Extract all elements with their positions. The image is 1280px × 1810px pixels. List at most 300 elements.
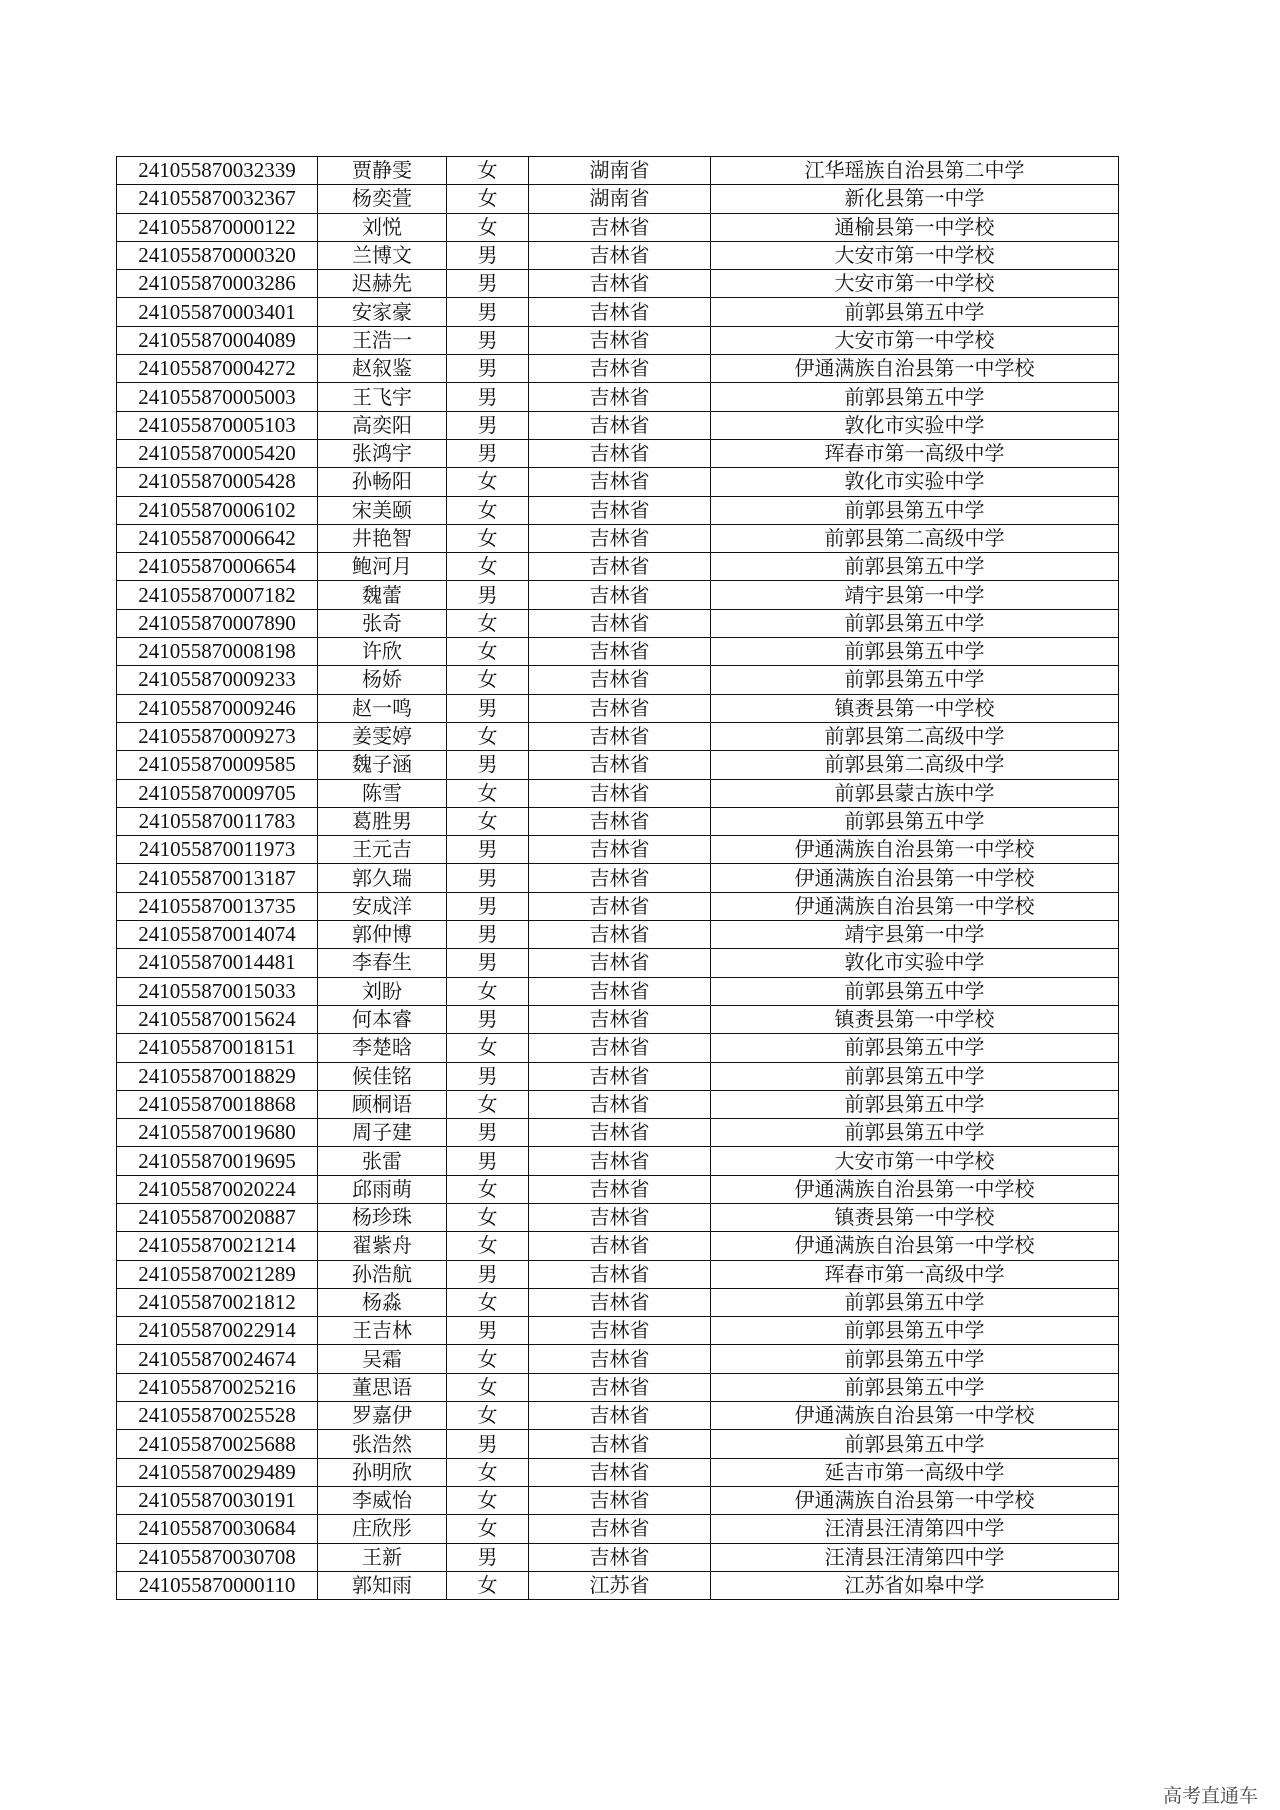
school-cell: 前郭县第五中学	[711, 1430, 1119, 1458]
table-row	[117, 1005, 1119, 1033]
school-cell: 敦化市实验中学	[711, 468, 1119, 496]
table-row	[117, 722, 1119, 750]
student-id-cell: 241055870000122	[117, 213, 318, 241]
name-cell: 孙畅阳	[318, 468, 447, 496]
school-cell: 靖宇县第一中学	[711, 581, 1119, 609]
student-id-cell: 241055870030708	[117, 1543, 318, 1571]
student-id-cell: 241055870029489	[117, 1458, 318, 1486]
student-id-cell: 241055870014481	[117, 949, 318, 977]
table-row	[117, 1317, 1119, 1345]
table-row	[117, 1458, 1119, 1486]
gender-cell: 女	[447, 638, 529, 666]
gender-cell: 男	[447, 581, 529, 609]
student-id-cell: 241055870005420	[117, 439, 318, 467]
table-row	[117, 751, 1119, 779]
name-cell: 顾桐语	[318, 1090, 447, 1118]
gender-cell: 女	[447, 666, 529, 694]
name-cell: 王新	[318, 1543, 447, 1571]
province-cell: 吉林省	[529, 921, 711, 949]
table-row	[117, 921, 1119, 949]
student-id-cell: 241055870000320	[117, 241, 318, 269]
name-cell: 张雷	[318, 1147, 447, 1175]
gender-cell: 男	[447, 694, 529, 722]
table-row	[117, 1175, 1119, 1203]
gender-cell: 男	[447, 241, 529, 269]
student-id-cell: 241055870006102	[117, 496, 318, 524]
gender-cell: 女	[447, 1175, 529, 1203]
school-cell: 大安市第一中学校	[711, 1147, 1119, 1175]
school-cell: 前郭县第五中学	[711, 1119, 1119, 1147]
student-id-cell: 241055870003401	[117, 298, 318, 326]
school-cell: 前郭县第五中学	[711, 1288, 1119, 1316]
gender-cell: 女	[447, 524, 529, 552]
province-cell: 吉林省	[529, 411, 711, 439]
province-cell: 吉林省	[529, 1458, 711, 1486]
table-row	[117, 1543, 1119, 1571]
gender-cell: 女	[447, 157, 529, 185]
gender-cell: 女	[447, 1486, 529, 1514]
gender-cell: 男	[447, 864, 529, 892]
name-cell: 张浩然	[318, 1430, 447, 1458]
student-id-cell: 241055870021214	[117, 1232, 318, 1260]
province-cell: 吉林省	[529, 807, 711, 835]
student-id-cell: 241055870007890	[117, 609, 318, 637]
table-row	[117, 694, 1119, 722]
gender-cell: 男	[447, 836, 529, 864]
province-cell: 吉林省	[529, 638, 711, 666]
student-id-cell: 241055870009585	[117, 751, 318, 779]
table-row	[117, 1090, 1119, 1118]
name-cell: 安成洋	[318, 892, 447, 920]
province-cell: 吉林省	[529, 1373, 711, 1401]
table-row	[117, 807, 1119, 835]
gender-cell: 女	[447, 807, 529, 835]
school-cell: 前郭县第二高级中学	[711, 524, 1119, 552]
student-id-cell: 241055870013187	[117, 864, 318, 892]
table-body	[117, 157, 1119, 1600]
province-cell: 吉林省	[529, 326, 711, 354]
school-cell: 前郭县第五中学	[711, 383, 1119, 411]
school-cell: 前郭县第五中学	[711, 807, 1119, 835]
school-cell: 前郭县第五中学	[711, 1345, 1119, 1373]
student-id-cell: 241055870020887	[117, 1203, 318, 1231]
name-cell: 孙浩航	[318, 1260, 447, 1288]
name-cell: 翟紫舟	[318, 1232, 447, 1260]
province-cell: 吉林省	[529, 722, 711, 750]
table-row	[117, 666, 1119, 694]
name-cell: 郭久瑞	[318, 864, 447, 892]
province-cell: 吉林省	[529, 892, 711, 920]
student-id-cell: 241055870032339	[117, 157, 318, 185]
name-cell: 郭知雨	[318, 1571, 447, 1599]
province-cell: 吉林省	[529, 836, 711, 864]
name-cell: 杨奕萱	[318, 185, 447, 213]
student-id-cell: 241055870003286	[117, 270, 318, 298]
gender-cell: 男	[447, 1147, 529, 1175]
table-row	[117, 864, 1119, 892]
gender-cell: 男	[447, 326, 529, 354]
student-id-cell: 241055870011973	[117, 836, 318, 864]
school-cell: 镇赉县第一中学校	[711, 694, 1119, 722]
table-row	[117, 270, 1119, 298]
table-row	[117, 326, 1119, 354]
gender-cell: 女	[447, 1203, 529, 1231]
student-id-cell: 241055870030684	[117, 1515, 318, 1543]
gender-cell: 男	[447, 383, 529, 411]
school-cell: 伊通满族自治县第一中学校	[711, 864, 1119, 892]
name-cell: 姜雯婷	[318, 722, 447, 750]
province-cell: 吉林省	[529, 298, 711, 326]
gender-cell: 女	[447, 553, 529, 581]
name-cell: 安家豪	[318, 298, 447, 326]
school-cell: 延吉市第一高级中学	[711, 1458, 1119, 1486]
gender-cell: 男	[447, 1430, 529, 1458]
gender-cell: 男	[447, 1543, 529, 1571]
province-cell: 吉林省	[529, 949, 711, 977]
name-cell: 陈雪	[318, 779, 447, 807]
school-cell: 伊通满族自治县第一中学校	[711, 355, 1119, 383]
province-cell: 吉林省	[529, 1515, 711, 1543]
province-cell: 吉林省	[529, 241, 711, 269]
school-cell: 前郭县第五中学	[711, 298, 1119, 326]
table-row	[117, 355, 1119, 383]
student-id-cell: 241055870021289	[117, 1260, 318, 1288]
table-row	[117, 411, 1119, 439]
province-cell: 吉林省	[529, 1034, 711, 1062]
gender-cell: 女	[447, 722, 529, 750]
table-row	[117, 892, 1119, 920]
name-cell: 罗嘉伊	[318, 1402, 447, 1430]
table-row	[117, 1571, 1119, 1599]
table-row	[117, 1486, 1119, 1514]
name-cell: 王浩一	[318, 326, 447, 354]
name-cell: 宋美颐	[318, 496, 447, 524]
school-cell: 前郭县第五中学	[711, 977, 1119, 1005]
gender-cell: 女	[447, 213, 529, 241]
school-cell: 大安市第一中学校	[711, 326, 1119, 354]
table-row	[117, 779, 1119, 807]
school-cell: 前郭县第五中学	[711, 496, 1119, 524]
name-cell: 迟赫先	[318, 270, 447, 298]
name-cell: 董思语	[318, 1373, 447, 1401]
province-cell: 吉林省	[529, 524, 711, 552]
school-cell: 前郭县第五中学	[711, 1090, 1119, 1118]
name-cell: 葛胜男	[318, 807, 447, 835]
school-cell: 镇赉县第一中学校	[711, 1203, 1119, 1231]
table-row	[117, 1288, 1119, 1316]
student-id-cell: 241055870019695	[117, 1147, 318, 1175]
student-id-cell: 241055870004272	[117, 355, 318, 383]
table-row	[117, 1062, 1119, 1090]
province-cell: 吉林省	[529, 1005, 711, 1033]
name-cell: 高奕阳	[318, 411, 447, 439]
table-row	[117, 439, 1119, 467]
student-id-cell: 241055870015624	[117, 1005, 318, 1033]
table-row	[117, 185, 1119, 213]
school-cell: 江华瑶族自治县第二中学	[711, 157, 1119, 185]
table-row	[117, 213, 1119, 241]
name-cell: 孙明欣	[318, 1458, 447, 1486]
school-cell: 前郭县第五中学	[711, 1034, 1119, 1062]
name-cell: 杨珍珠	[318, 1203, 447, 1231]
student-id-cell: 241055870009273	[117, 722, 318, 750]
table-row	[117, 1119, 1119, 1147]
gender-cell: 男	[447, 270, 529, 298]
table-row	[117, 1203, 1119, 1231]
school-cell: 镇赉县第一中学校	[711, 1005, 1119, 1033]
province-cell: 吉林省	[529, 1345, 711, 1373]
province-cell: 吉林省	[529, 1543, 711, 1571]
school-cell: 前郭县第五中学	[711, 609, 1119, 637]
name-cell: 庄欣彤	[318, 1515, 447, 1543]
table-row	[117, 298, 1119, 326]
student-id-cell: 241055870009705	[117, 779, 318, 807]
name-cell: 魏子涵	[318, 751, 447, 779]
table-row	[117, 468, 1119, 496]
student-id-cell: 241055870030191	[117, 1486, 318, 1514]
student-id-cell: 241055870022914	[117, 1317, 318, 1345]
province-cell: 湖南省	[529, 157, 711, 185]
name-cell: 周子建	[318, 1119, 447, 1147]
province-cell: 吉林省	[529, 1430, 711, 1458]
province-cell: 吉林省	[529, 1175, 711, 1203]
gender-cell: 女	[447, 1034, 529, 1062]
gender-cell: 女	[447, 468, 529, 496]
student-id-cell: 241055870011783	[117, 807, 318, 835]
gender-cell: 男	[447, 439, 529, 467]
student-id-cell: 241055870018868	[117, 1090, 318, 1118]
table-row	[117, 553, 1119, 581]
name-cell: 李威怡	[318, 1486, 447, 1514]
student-id-cell: 241055870004089	[117, 326, 318, 354]
gender-cell: 男	[447, 1119, 529, 1147]
school-cell: 前郭县第五中学	[711, 1317, 1119, 1345]
province-cell: 吉林省	[529, 864, 711, 892]
table-row	[117, 1260, 1119, 1288]
school-cell: 伊通满族自治县第一中学校	[711, 836, 1119, 864]
gender-cell: 男	[447, 921, 529, 949]
province-cell: 吉林省	[529, 977, 711, 1005]
school-cell: 伊通满族自治县第一中学校	[711, 1486, 1119, 1514]
name-cell: 王元吉	[318, 836, 447, 864]
name-cell: 赵叙鉴	[318, 355, 447, 383]
name-cell: 井艳智	[318, 524, 447, 552]
gender-cell: 女	[447, 1232, 529, 1260]
student-id-cell: 241055870025528	[117, 1402, 318, 1430]
province-cell: 吉林省	[529, 581, 711, 609]
province-cell: 吉林省	[529, 1288, 711, 1316]
province-cell: 吉林省	[529, 270, 711, 298]
gender-cell: 女	[447, 977, 529, 1005]
table-row	[117, 1147, 1119, 1175]
table-row	[117, 1402, 1119, 1430]
table-row	[117, 241, 1119, 269]
gender-cell: 女	[447, 1571, 529, 1599]
student-id-cell: 241055870021812	[117, 1288, 318, 1316]
school-cell: 前郭县第二高级中学	[711, 722, 1119, 750]
table-row	[117, 1034, 1119, 1062]
gender-cell: 女	[447, 1345, 529, 1373]
school-cell: 汪清县汪清第四中学	[711, 1543, 1119, 1571]
province-cell: 吉林省	[529, 383, 711, 411]
gender-cell: 女	[447, 1373, 529, 1401]
gender-cell: 男	[447, 751, 529, 779]
table-row	[117, 524, 1119, 552]
student-id-cell: 241055870007182	[117, 581, 318, 609]
province-cell: 吉林省	[529, 609, 711, 637]
student-id-cell: 241055870005003	[117, 383, 318, 411]
student-id-cell: 241055870020224	[117, 1175, 318, 1203]
school-cell: 前郭县第五中学	[711, 553, 1119, 581]
table-row	[117, 1345, 1119, 1373]
province-cell: 吉林省	[529, 1232, 711, 1260]
gender-cell: 女	[447, 1458, 529, 1486]
student-id-cell: 241055870009246	[117, 694, 318, 722]
gender-cell: 女	[447, 1090, 529, 1118]
table-row	[117, 977, 1119, 1005]
school-cell: 珲春市第一高级中学	[711, 439, 1119, 467]
student-id-cell: 241055870019680	[117, 1119, 318, 1147]
province-cell: 吉林省	[529, 694, 711, 722]
name-cell: 李春生	[318, 949, 447, 977]
name-cell: 贾静雯	[318, 157, 447, 185]
student-table	[116, 156, 1119, 1600]
gender-cell: 女	[447, 609, 529, 637]
student-id-cell: 241055870024674	[117, 1345, 318, 1373]
school-cell: 汪清县汪清第四中学	[711, 1515, 1119, 1543]
student-id-cell: 241055870025216	[117, 1373, 318, 1401]
student-id-cell: 241055870015033	[117, 977, 318, 1005]
table-row	[117, 1373, 1119, 1401]
name-cell: 魏蕾	[318, 581, 447, 609]
table-row	[117, 157, 1119, 185]
name-cell: 王飞宇	[318, 383, 447, 411]
student-id-cell: 241055870005428	[117, 468, 318, 496]
province-cell: 吉林省	[529, 1260, 711, 1288]
gender-cell: 男	[447, 1062, 529, 1090]
school-cell: 前郭县第五中学	[711, 1062, 1119, 1090]
gender-cell: 女	[447, 496, 529, 524]
gender-cell: 女	[447, 1402, 529, 1430]
gender-cell: 女	[447, 1288, 529, 1316]
school-cell: 前郭县第五中学	[711, 638, 1119, 666]
province-cell: 吉林省	[529, 496, 711, 524]
school-cell: 新化县第一中学	[711, 185, 1119, 213]
student-id-cell: 241055870018829	[117, 1062, 318, 1090]
student-id-cell: 241055870006642	[117, 524, 318, 552]
school-cell: 伊通满族自治县第一中学校	[711, 892, 1119, 920]
school-cell: 伊通满族自治县第一中学校	[711, 1175, 1119, 1203]
province-cell: 吉林省	[529, 1119, 711, 1147]
name-cell: 何本睿	[318, 1005, 447, 1033]
gender-cell: 男	[447, 355, 529, 383]
student-id-cell: 241055870005103	[117, 411, 318, 439]
name-cell: 杨淼	[318, 1288, 447, 1316]
gender-cell: 男	[447, 1260, 529, 1288]
table-row	[117, 1515, 1119, 1543]
name-cell: 许欣	[318, 638, 447, 666]
gender-cell: 男	[447, 411, 529, 439]
table-row	[117, 1232, 1119, 1260]
school-cell: 前郭县第二高级中学	[711, 751, 1119, 779]
name-cell: 刘悦	[318, 213, 447, 241]
province-cell: 吉林省	[529, 355, 711, 383]
table-row	[117, 949, 1119, 977]
school-cell: 大安市第一中学校	[711, 241, 1119, 269]
student-id-cell: 241055870009233	[117, 666, 318, 694]
province-cell: 吉林省	[529, 779, 711, 807]
province-cell: 吉林省	[529, 1203, 711, 1231]
name-cell: 王吉林	[318, 1317, 447, 1345]
gender-cell: 女	[447, 779, 529, 807]
province-cell: 吉林省	[529, 1062, 711, 1090]
name-cell: 刘盼	[318, 977, 447, 1005]
name-cell: 邱雨萌	[318, 1175, 447, 1203]
school-cell: 江苏省如皋中学	[711, 1571, 1119, 1599]
school-cell: 通榆县第一中学校	[711, 213, 1119, 241]
school-cell: 靖宇县第一中学	[711, 921, 1119, 949]
student-id-cell: 241055870032367	[117, 185, 318, 213]
province-cell: 吉林省	[529, 1147, 711, 1175]
table-row	[117, 1430, 1119, 1458]
student-id-cell: 241055870000110	[117, 1571, 318, 1599]
school-cell: 伊通满族自治县第一中学校	[711, 1232, 1119, 1260]
province-cell: 吉林省	[529, 1090, 711, 1118]
name-cell: 鲍河月	[318, 553, 447, 581]
school-cell: 前郭县蒙古族中学	[711, 779, 1119, 807]
name-cell: 李楚晗	[318, 1034, 447, 1062]
name-cell: 吴霜	[318, 1345, 447, 1373]
watermark-text: 高考直通车	[1162, 1785, 1258, 1807]
gender-cell: 女	[447, 185, 529, 213]
school-cell: 大安市第一中学校	[711, 270, 1119, 298]
table-row	[117, 638, 1119, 666]
gender-cell: 男	[447, 1005, 529, 1033]
table-row	[117, 496, 1119, 524]
student-id-cell: 241055870013735	[117, 892, 318, 920]
province-cell: 吉林省	[529, 468, 711, 496]
gender-cell: 男	[447, 892, 529, 920]
name-cell: 候佳铭	[318, 1062, 447, 1090]
school-cell: 敦化市实验中学	[711, 949, 1119, 977]
province-cell: 吉林省	[529, 439, 711, 467]
gender-cell: 男	[447, 949, 529, 977]
province-cell: 湖南省	[529, 185, 711, 213]
student-id-cell: 241055870008198	[117, 638, 318, 666]
table-row	[117, 836, 1119, 864]
gender-cell: 女	[447, 1515, 529, 1543]
gender-cell: 男	[447, 1317, 529, 1345]
table-row	[117, 383, 1119, 411]
student-id-cell: 241055870014074	[117, 921, 318, 949]
school-cell: 敦化市实验中学	[711, 411, 1119, 439]
name-cell: 郭仲博	[318, 921, 447, 949]
student-id-cell: 241055870006654	[117, 553, 318, 581]
name-cell: 兰博文	[318, 241, 447, 269]
school-cell: 伊通满族自治县第一中学校	[711, 1402, 1119, 1430]
gender-cell: 男	[447, 298, 529, 326]
table-row	[117, 609, 1119, 637]
province-cell: 吉林省	[529, 1317, 711, 1345]
province-cell: 吉林省	[529, 553, 711, 581]
province-cell: 吉林省	[529, 666, 711, 694]
school-cell: 前郭县第五中学	[711, 1373, 1119, 1401]
province-cell: 吉林省	[529, 751, 711, 779]
name-cell: 张鸿宇	[318, 439, 447, 467]
province-cell: 吉林省	[529, 1402, 711, 1430]
student-id-cell: 241055870018151	[117, 1034, 318, 1062]
school-cell: 前郭县第五中学	[711, 666, 1119, 694]
